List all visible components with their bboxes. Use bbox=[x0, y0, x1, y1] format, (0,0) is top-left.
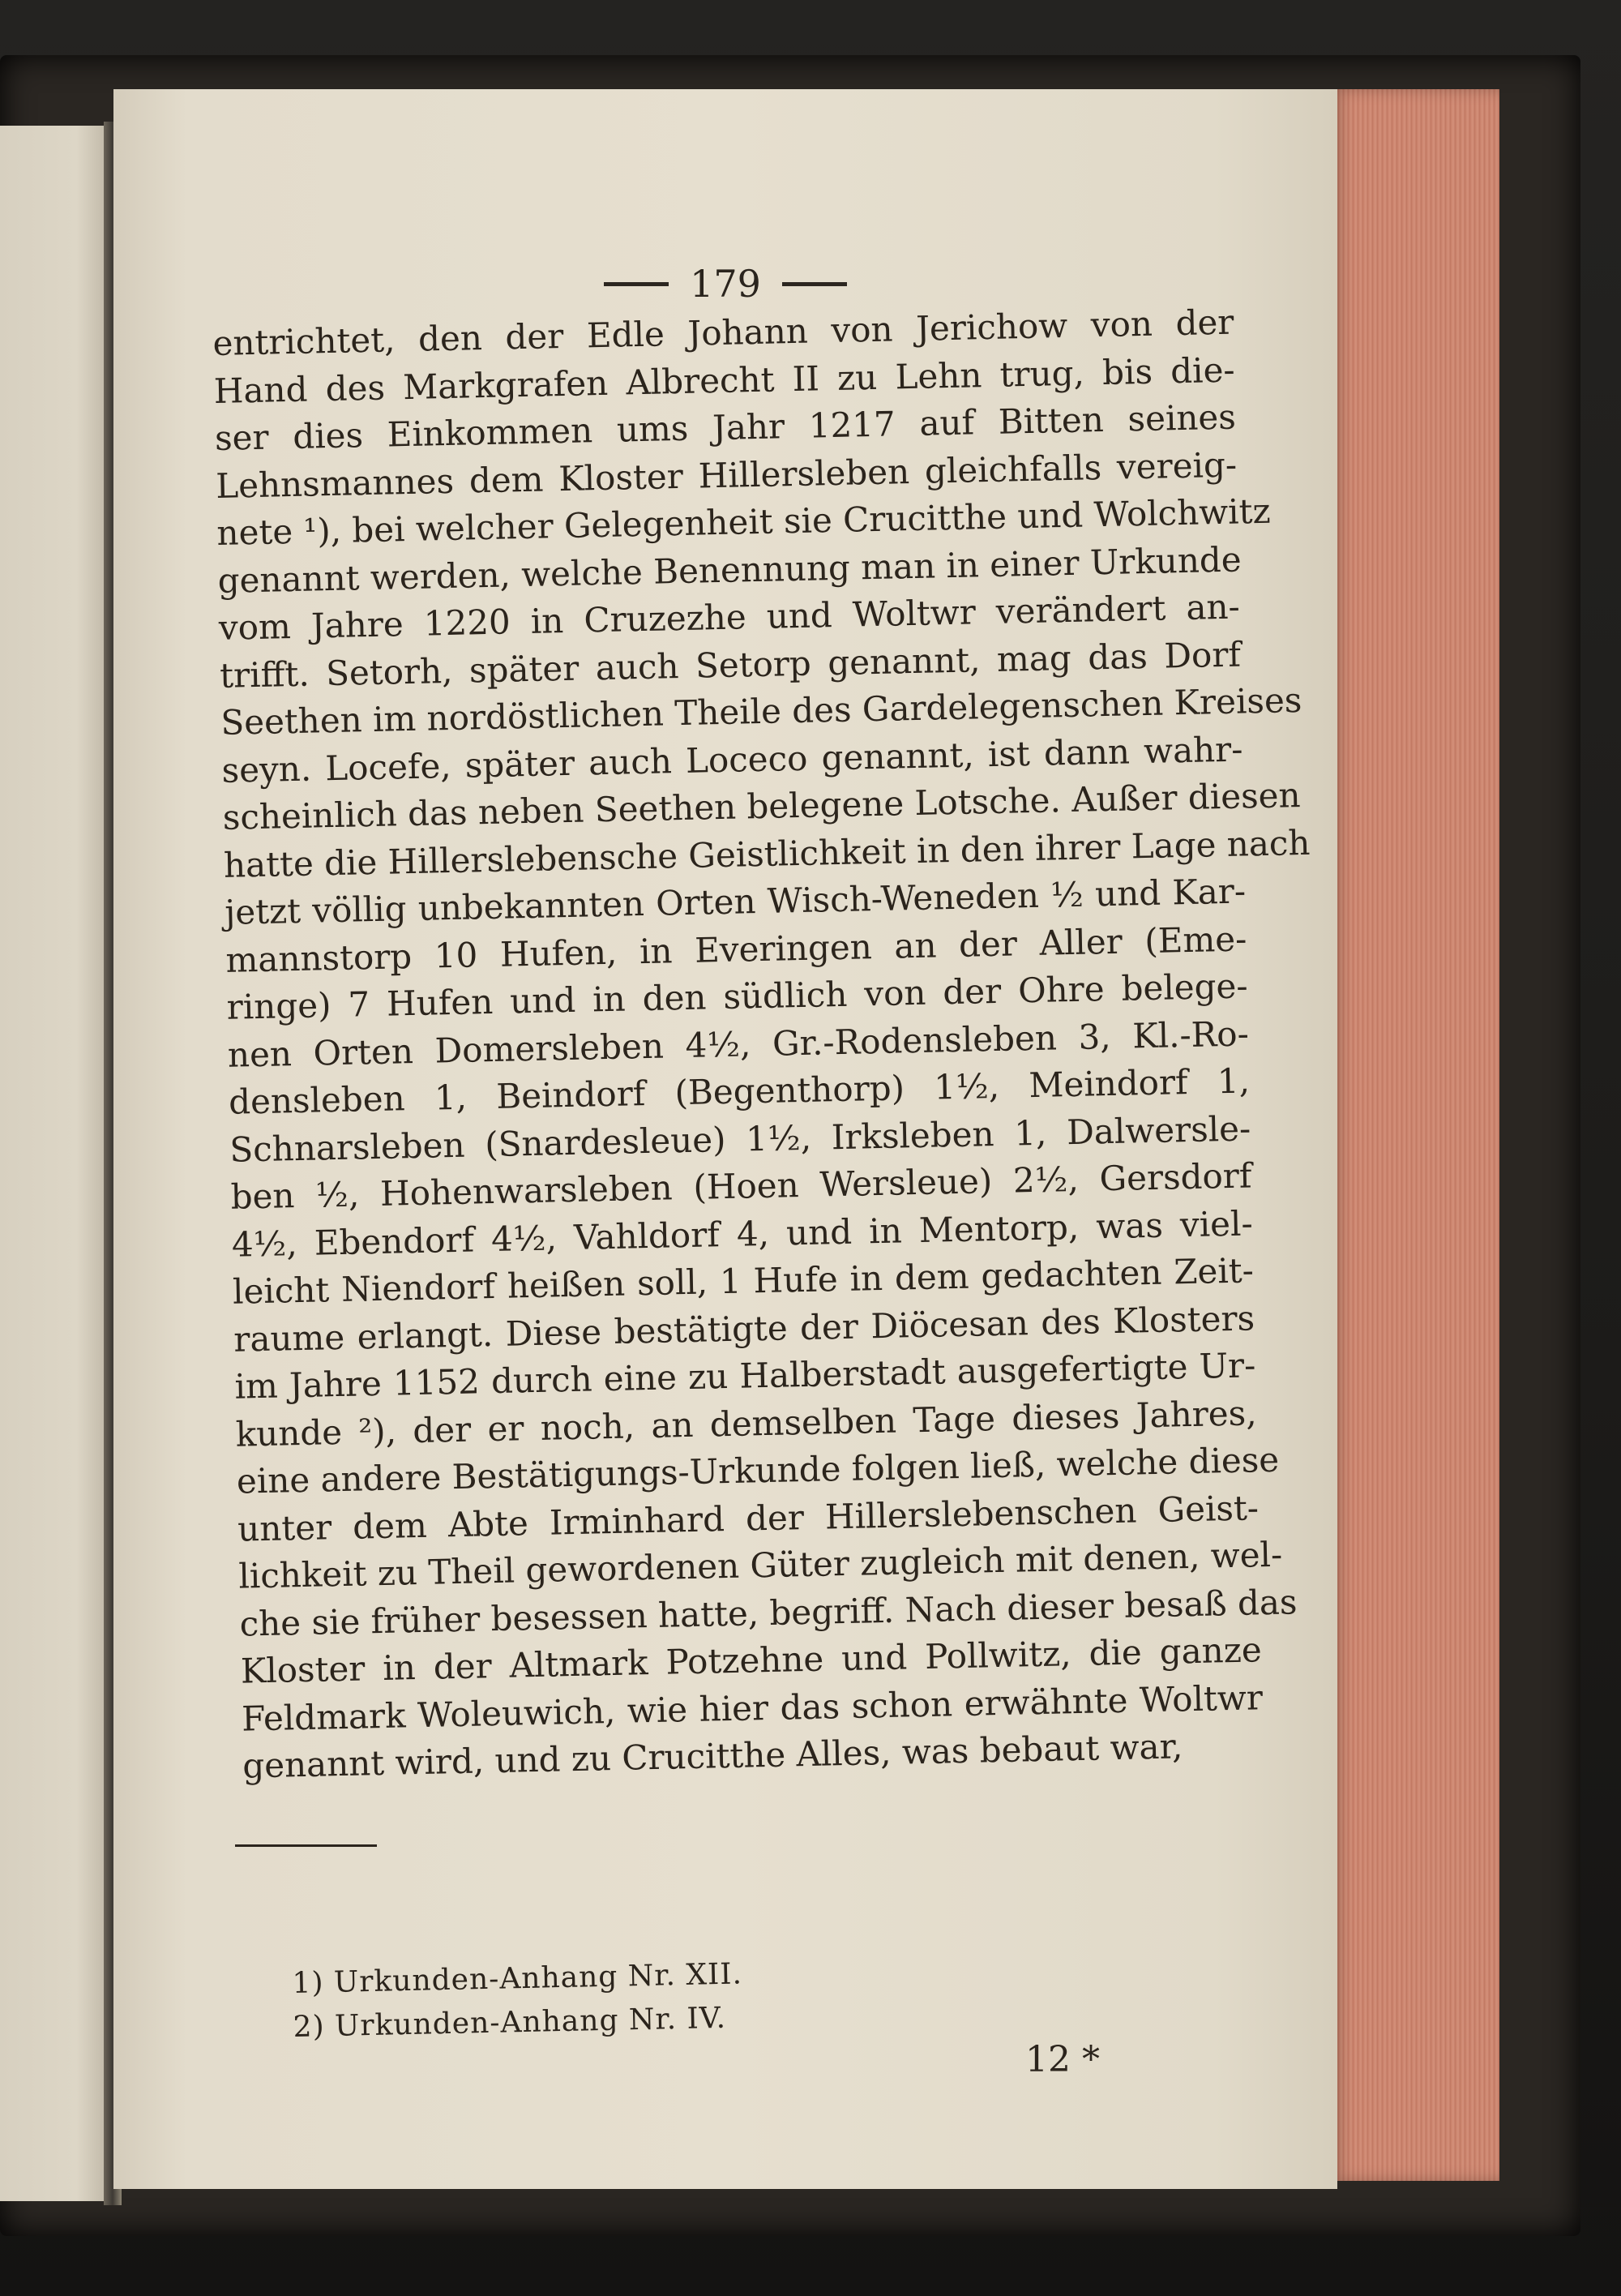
text-line: Hand des Markgrafen Albrecht II zu Lehn trug, bis die- bbox=[213, 349, 1236, 411]
text-line: hatte die Hillerslebensche Geistlichkeit in den ihrer Lage nach bbox=[223, 822, 1311, 885]
text-line: entrichtet, den der Edle Johann von Jerichow von der bbox=[212, 302, 1234, 363]
footnote-rule bbox=[235, 1844, 377, 1847]
text-line: genannt werden, welche Benennung man in einer Urkunde bbox=[217, 538, 1242, 601]
text-line: 4½, Ebendorf 4½, Vahldorf 4, und in Mentorp, was viel- bbox=[231, 1202, 1254, 1265]
footnotes bbox=[292, 1947, 1023, 2050]
book-page bbox=[113, 89, 1337, 2189]
text-line: raume erlangt. Diese bestätigte der Diöcesan des Klosters bbox=[233, 1297, 1255, 1360]
footnote-1: 1) Urkunden-Anhang Nr. XII. bbox=[292, 1957, 743, 2000]
text-line: ringe) 7 Hufen und in den südlich von der Ohre belege- bbox=[226, 966, 1248, 1027]
text-line: scheinlich das neben Seethen belegene Lotsche. Außer diesen bbox=[222, 775, 1301, 837]
header-dash-right bbox=[782, 282, 847, 286]
text-line: mannstorp 10 Hufen, in Everingen an der Aller (Eme- bbox=[225, 918, 1247, 980]
text-line: vom Jahre 1220 in Cruzezhe und Woltwr verändert an- bbox=[218, 586, 1241, 648]
text-line: ser dies Einkommen ums Jahr 1217 auf Bitten seines bbox=[214, 396, 1237, 458]
text-line: nete ¹), bei welcher Gelegenheit sie Crucitthe und Wolchwitz bbox=[216, 490, 1272, 553]
text-line: che sie früher besessen hatte, begriff. Nach dieser besaß das bbox=[239, 1581, 1298, 1644]
text-line: densleben 1, Beindorf (Begenthorp) 1½, Meindorf 1, bbox=[228, 1060, 1251, 1122]
text-line: Lehnsmannes dem Kloster Hillersleben gleichfalls vereig- bbox=[215, 444, 1238, 506]
signature-mark: 12 * bbox=[1025, 2039, 1100, 2080]
text-line: lichkeit zu Theil gewordenen Güter zugleich mit denen, wel- bbox=[237, 1534, 1283, 1596]
text-line: eine andere Bestätigungs-Urkunde folgen ließ, welche diese bbox=[236, 1439, 1280, 1501]
text-line: genannt wird, und zu Crucitthe Alles, was bebaut war, bbox=[242, 1726, 1183, 1786]
text-line: kunde ²), der er noch, an demselben Tage dieses Jahres, bbox=[235, 1392, 1258, 1454]
text-line: Feldmark Woleuwich, wie hier das schon erwähnte Woltwr bbox=[241, 1677, 1264, 1739]
text-line: seyn. Locefe, später auch Loceco genannt, ist dann wahr- bbox=[221, 728, 1243, 790]
text-line: im Jahre 1152 durch eine zu Halberstadt ausgefertigte Ur- bbox=[234, 1345, 1256, 1407]
footnote-2: 2) Urkunden-Anhang Nr. IV. bbox=[293, 2001, 727, 2044]
text-line: ben ½, Hohenwarsleben (Hoen Wersleue) 2½, Gersdorf bbox=[230, 1155, 1252, 1217]
page-edges bbox=[1329, 89, 1499, 2181]
page-number: 179 bbox=[690, 262, 761, 306]
text-line: trifft. Setorh, später auch Setorp genannt, mag das Dorf bbox=[219, 634, 1242, 696]
header-dash-left bbox=[604, 282, 669, 286]
text-line: leicht Niendorf heißen soll, 1 Hufe in dem gedachten Zeit- bbox=[232, 1250, 1255, 1312]
text-line: Schnarsleben (Snardesleue) 1½, Irksleben 1, Dalwersle- bbox=[229, 1107, 1251, 1170]
text-line: nen Orten Domersleben 4½, Gr.-Rodensleben 3, Kl.-Ro- bbox=[227, 1013, 1250, 1075]
text-line: unter dem Abte Irminhard der Hillerslebenschen Geist- bbox=[237, 1487, 1260, 1549]
text-line: Kloster in der Altmark Potzehne und Pollwitz, die ganze bbox=[240, 1630, 1263, 1691]
text-line: jetzt völlig unbekannten Orten Wisch-Weneden ½ und Kar- bbox=[224, 871, 1247, 932]
body-text bbox=[212, 299, 1311, 1790]
left-page bbox=[0, 126, 109, 2201]
text-line: Seethen im nordöstlichen Theile des Gardelegenschen Kreises bbox=[220, 679, 1302, 743]
